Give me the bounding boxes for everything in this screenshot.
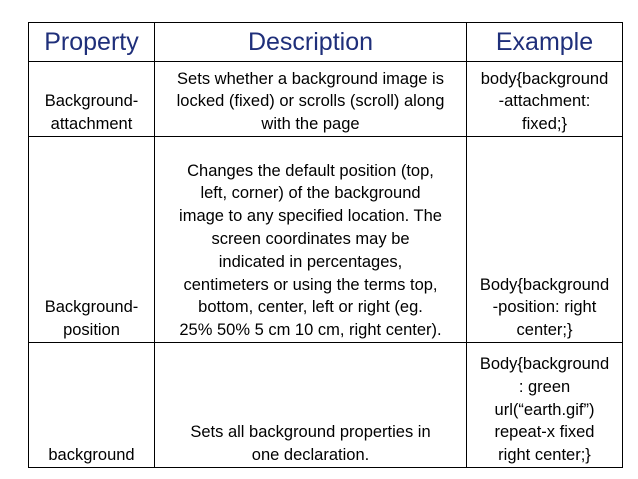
example-line: -attachment: [498,92,591,111]
description-line: bottom, center, left or right (eg. [198,298,423,317]
example-cell [467,343,623,468]
description-line: centimeters or using the terms top, [183,275,438,294]
property-line: position [63,321,120,340]
description-line: Sets all background properties in [190,423,431,442]
description-cell [155,62,467,137]
header-example: Example [467,23,623,62]
header-row [29,23,623,62]
property-line: attachment [50,115,133,134]
description-line: Sets whether a background image is [177,69,444,88]
property-line: Background- [44,92,139,111]
header-description: Description [155,23,467,62]
example-line: fixed;} [522,115,567,134]
example-cell [467,137,623,343]
description-line: with the page [261,115,360,134]
description-cell [155,137,467,343]
property-line: background [48,446,135,465]
description-line: indicated in percentages, [218,252,403,271]
example-cell [467,62,623,137]
example-line: url(“earth.gif”) [494,400,595,419]
example-line: right center;} [498,446,591,465]
description-line: 25% 50% 5 cm 10 cm, right center). [179,321,442,340]
css-background-properties-table [28,22,623,468]
description-line: left, corner) of the background [200,184,421,203]
table-row [29,62,623,137]
example-line: body{background [480,69,609,88]
description-line: screen coordinates may be [211,230,410,249]
property-cell [29,62,155,137]
example-line: center;} [516,321,573,340]
property-cell [29,343,155,468]
description-line: Changes the default position (top, [187,161,434,180]
example-line: Body{background [479,355,610,374]
description-line: image to any specified location. The [179,207,442,226]
property-line: Background- [44,298,139,317]
table-row [29,343,623,468]
example-line: Body{background [479,275,610,294]
example-line: repeat-x fixed [494,423,595,442]
example-line: : green [518,377,571,396]
description-cell [155,343,467,468]
description-line: one declaration. [251,446,370,465]
header-property: Property [29,23,155,62]
example-line: -position: right [492,298,597,317]
table-row [29,137,623,343]
description-line: locked (fixed) or scrolls (scroll) along [176,92,445,111]
property-cell [29,137,155,343]
